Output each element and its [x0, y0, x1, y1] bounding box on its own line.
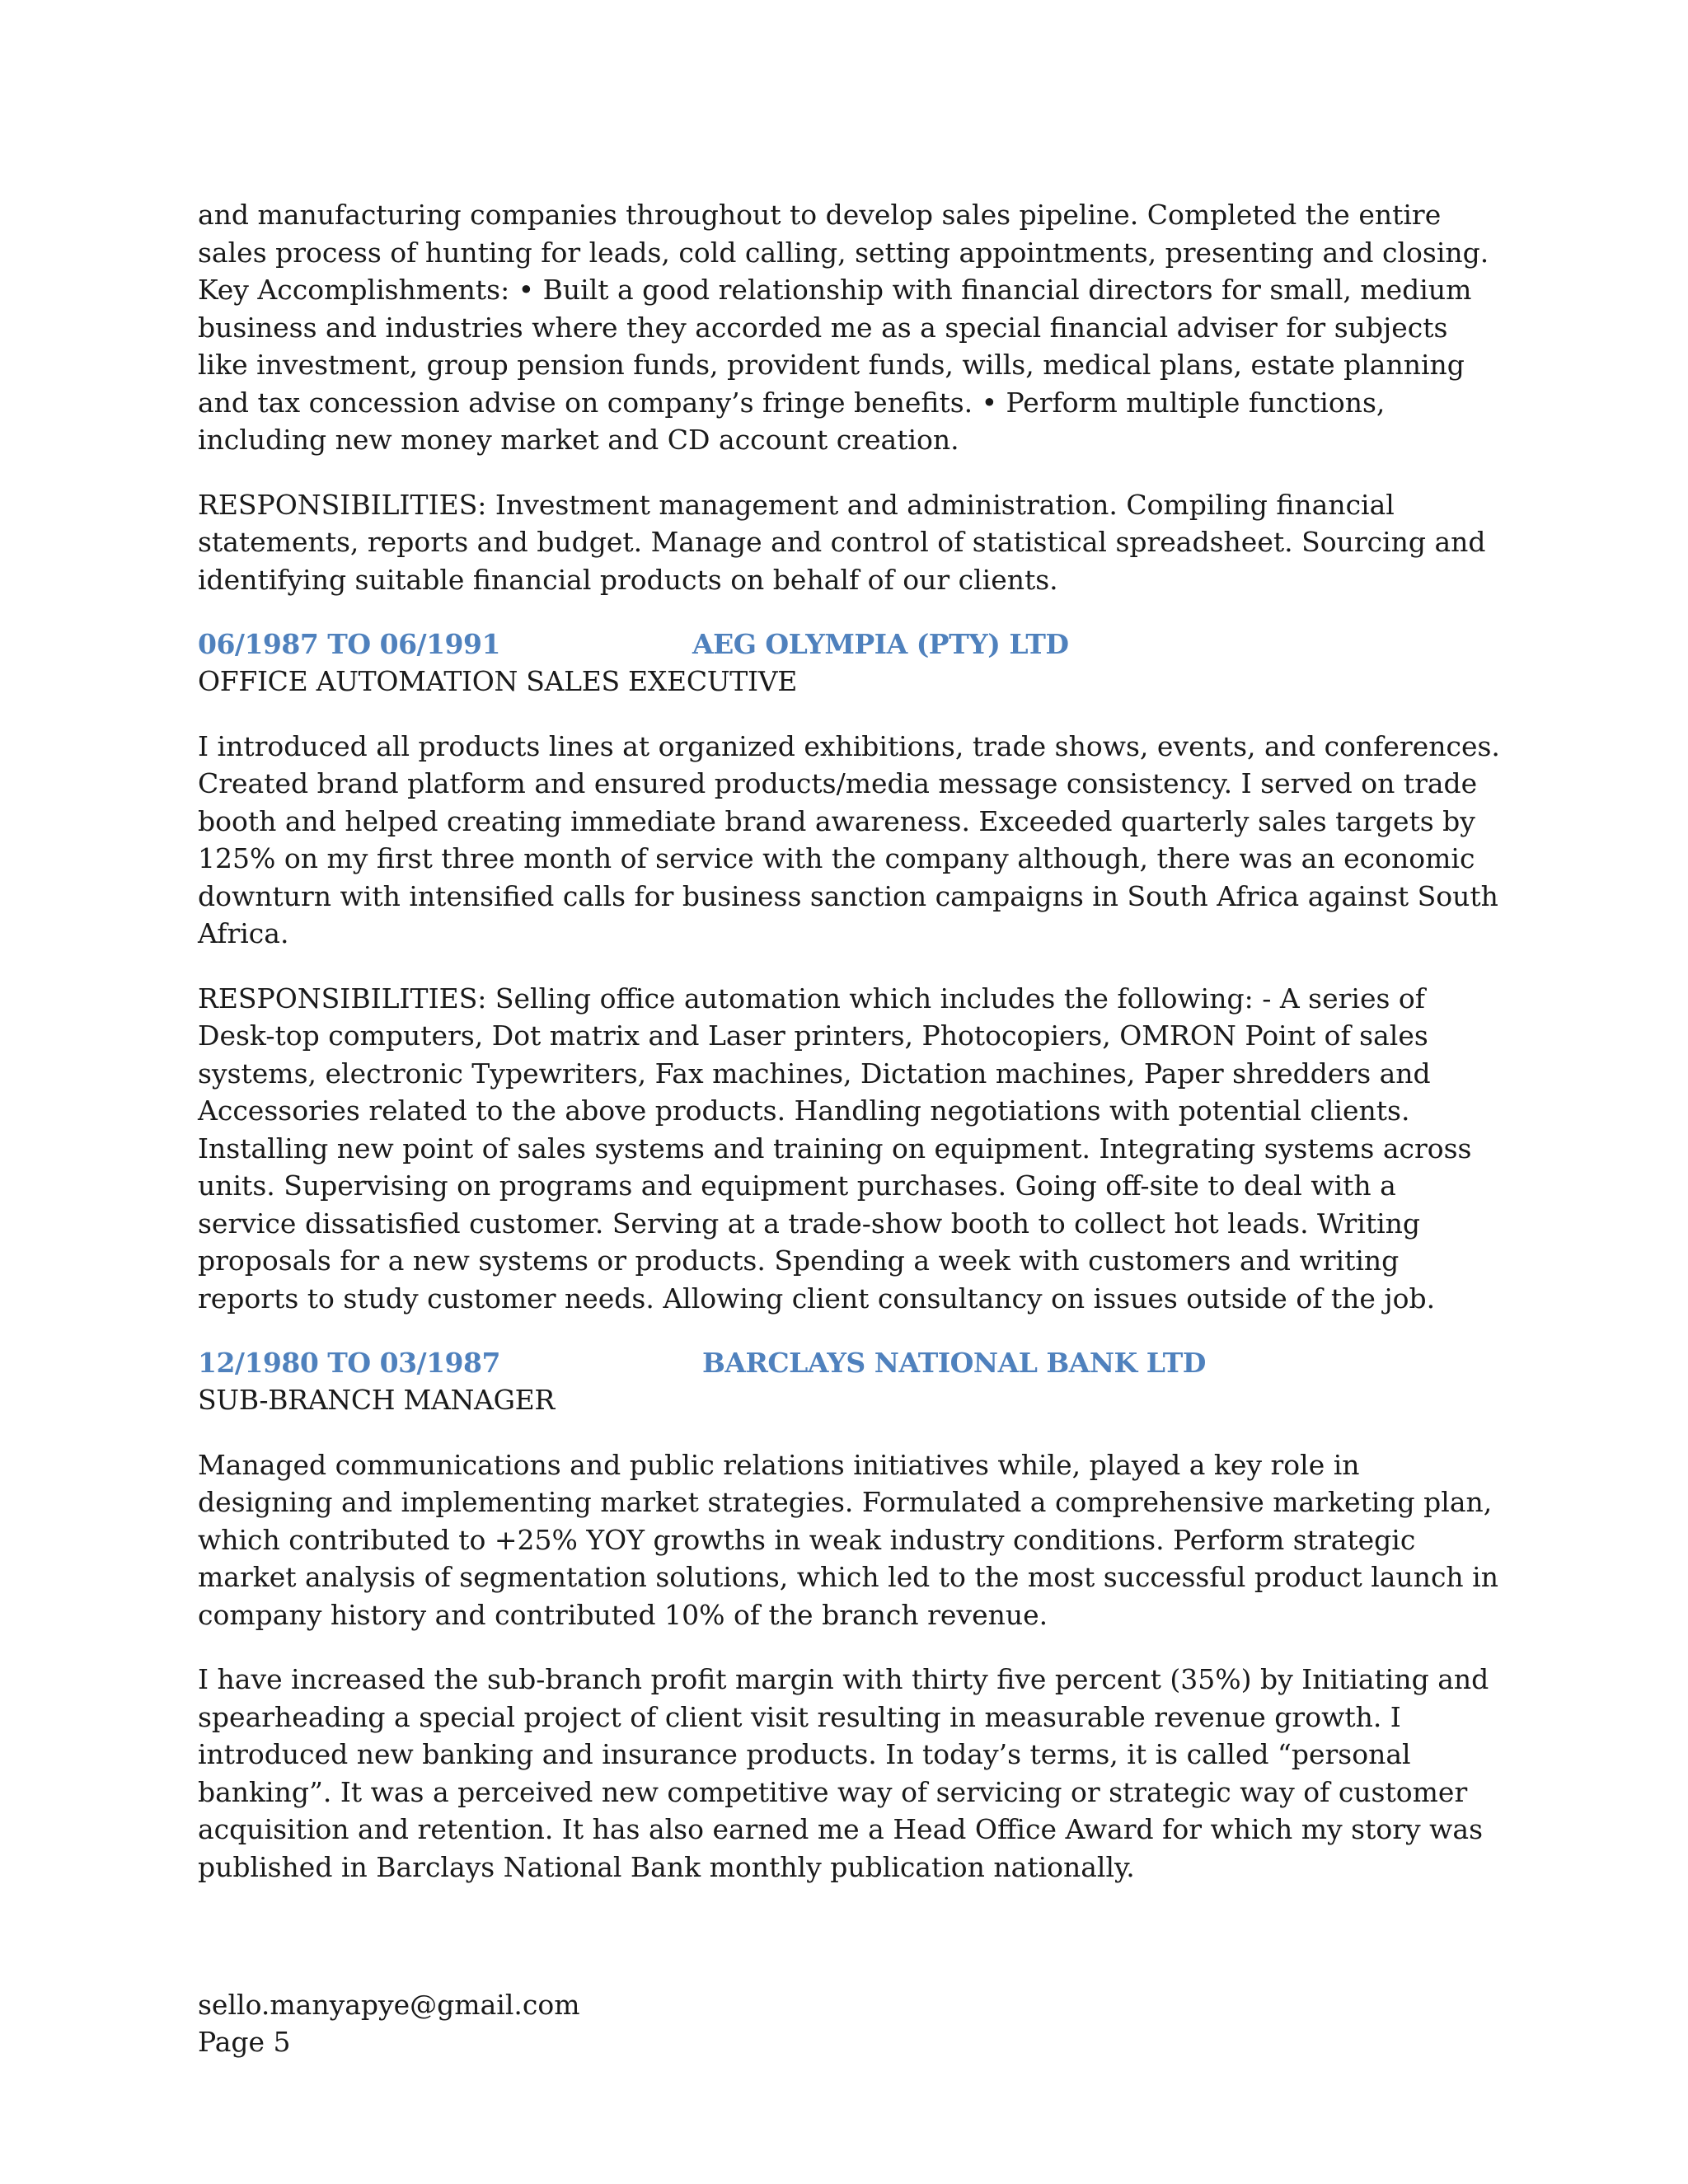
job-title: OFFICE AUTOMATION SALES EXECUTIVE	[198, 665, 798, 697]
job-dates: 06/1987 TO 06/1991	[198, 628, 500, 660]
job-responsibilities: RESPONSIBILITIES: Selling office automation which includes the following: - A series of Desk-top computers, Dot matrix and Laser printers, Photocopiers, OMRON Point of sales systems, electronic Typewriters, Fax machines, Dictation machines, Paper shredders and Accessories related to the above products. Handling negotiations with potential clients. Installing new point of sales systems and training on equipment. Integrating systems across units. Supervising on programs and equipment purchases. Going off-site to deal with a service dissatisfied customer. Serving at a trade-show booth to collect hot leads. Writing proposals for a new systems or products. Spending a week with customers and writing reports to study customer needs. Allowing client consultancy on issues outside of the job.	[198, 982, 1472, 1315]
job-paragraph: Managed communications and public relations initiatives while, played a key role in designing and implementing market strategies. Formulated a comprehensive marketing plan, which contributed to +25% YOY growths in weak industry conditions. Perform strategic market analysis of segmentation solutions, which led to the most successful product launch in company history and contributed 10% of the branch revenue.	[198, 1448, 1498, 1631]
job-header-aeg	[198, 626, 1500, 663]
job-header-barclays	[198, 1344, 1500, 1381]
intro-paragraph-1: and manufacturing companies throughout to develop sales pipeline. Completed the entire sales process of hunting for leads, cold calling, setting appointments, presenting and closing. Key Accomplishments: • Built a good relationship with financial directors for small, medium business and industries where they accorded me as a special financial adviser for subjects like investment, group pension funds, provident funds, wills, medical plans, estate planning and tax concession advise on company’s fringe benefits. • Perform multiple functions, including new money market and CD account creation.	[198, 199, 1489, 456]
job-title: SUB-BRANCH MANAGER	[198, 1384, 555, 1416]
job-paragraph: I have increased the sub-branch profit margin with thirty five percent (35%) by Initiating and spearheading a special project of client visit resulting in measurable revenue growth. I introduced new banking and insurance products. In today’s terms, it is called “personal banking”. It was a perceived new competitive way of servicing or strategic way of customer acquisition and retention. It has also earned me a Head Office Award for which my story was published in Barclays National Bank monthly publication nationally.	[198, 1663, 1489, 1883]
intro-responsibilities: RESPONSIBILITIES: Investment management and administration. Compiling financial statements, reports and budget. Manage and control of statistical spreadsheet. Sourcing and identifying suitable financial products on behalf of our clients.	[198, 488, 1486, 596]
job-company: AEG OLYMPIA (PTY) LTD	[692, 628, 1069, 660]
job-paragraph: I introduced all products lines at organized exhibitions, trade shows, events, and conferences. Created brand platform and ensured products/media message consistency. I served on trade booth and helped creating immediate brand awareness. Exceeded quarterly sales targets by 125% on my first three month of service with the company although, there was an economic downturn with intensified calls for business sanction campaigns in South Africa against South Africa.	[198, 729, 1500, 949]
page-number: Page 5	[198, 2026, 291, 2058]
job-company: BARCLAYS NATIONAL BANK LTD	[702, 1347, 1206, 1379]
resume-body	[198, 196, 1500, 1913]
footer-email: sello.manyapye@gmail.com	[198, 1989, 580, 2021]
page-footer	[198, 1986, 580, 2060]
job-dates: 12/1980 TO 03/1987	[198, 1347, 500, 1379]
